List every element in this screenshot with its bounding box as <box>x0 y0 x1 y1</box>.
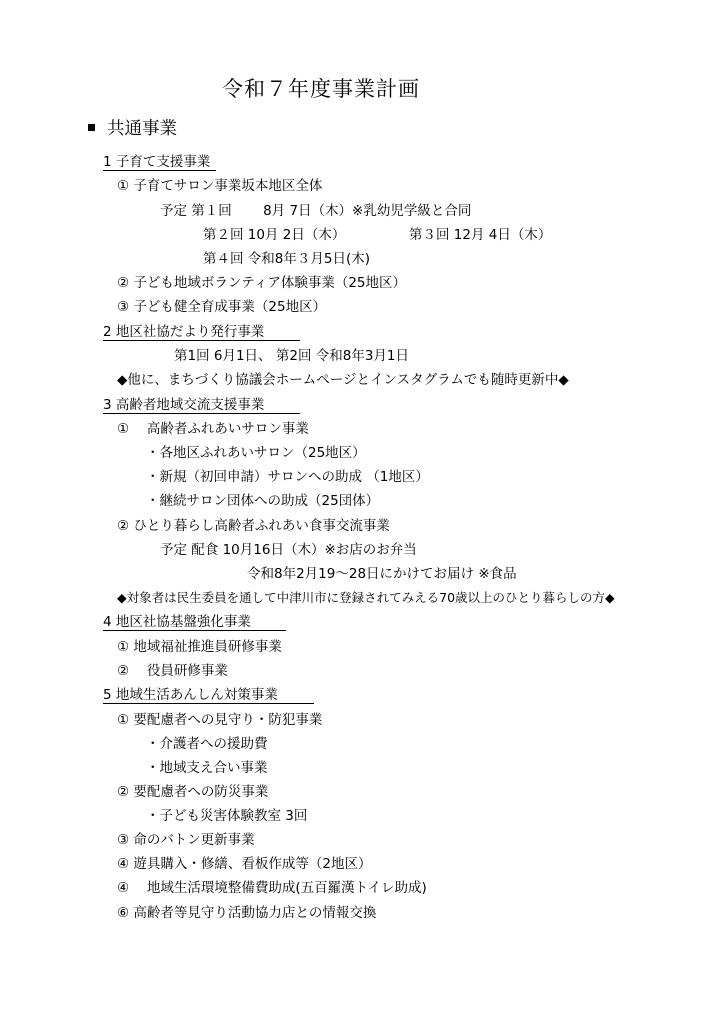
sub-item: ② ひとり暮らし高齢者ふれあい食事交流事業 <box>117 518 390 534</box>
section-heading <box>88 118 177 140</box>
note-line: ◆他に、まちづくり協議会ホームページとインスタグラムでも随時更新中◆ <box>117 372 569 388</box>
sub-item: ③ 命のバトン更新事業 <box>117 832 255 848</box>
sub-item: ④ 地域生活環境整備費助成(五百羅漢トイレ助成) <box>117 880 427 896</box>
item-heading-5: 5 地域生活あんしん対策事業 <box>103 687 278 703</box>
detail-line: ・各地区ふれあいサロン（25地区） <box>146 445 366 461</box>
item-heading-3-underline <box>103 413 300 414</box>
sub-item: ⑥ 高齢者等見守り活動協力店との情報交換 <box>117 905 377 921</box>
item-heading-2-underline <box>103 340 300 341</box>
square-bullet-icon <box>88 124 95 131</box>
sub-item: ③ 子ども健全育成事業（25地区） <box>117 299 327 315</box>
schedule-line: 第３回 12月 4日（木） <box>409 227 552 243</box>
detail-line: ・新規（初回申請）サロンへの助成 （1地区） <box>146 469 429 485</box>
detail-line: ・継続サロン団体への助成（25団体） <box>146 493 380 509</box>
sub-item: ④ 遊具購入・修繕、看板作成等（2地区） <box>117 856 372 872</box>
schedule-line: 令和8年2月19〜28日にかけてお届け ※食品 <box>247 566 517 582</box>
item-heading-4: 4 地区社協基盤強化事業 <box>103 614 251 630</box>
schedule-line: 予定 第１回 8月 7日（木）※乳幼児学級と合同 <box>160 203 472 219</box>
item-heading-5-underline <box>103 703 314 704</box>
sub-item: ① 地域福祉推進員研修事業 <box>117 639 282 655</box>
schedule-line: 第４回 令和8年３月5日(木) <box>203 251 371 267</box>
schedule-line: 第1回 6月1日、 第2回 令和8年3月1日 <box>174 348 409 364</box>
page-title: 令和７年度事業計画 <box>222 77 420 101</box>
sub-item: ① 要配慮者への見守り・防犯事業 <box>117 712 323 728</box>
item-heading-3: 3 高齢者地域交流支援事業 <box>103 397 265 413</box>
section-heading-label: 共通事業 <box>107 119 177 139</box>
detail-line: ・地域支え合い事業 <box>146 760 268 776</box>
detail-line: ・介護者への援助費 <box>146 736 268 752</box>
sub-item: ② 要配慮者への防災事業 <box>117 784 269 800</box>
sub-item: ② 役員研修事業 <box>117 663 228 679</box>
item-heading-1: 1 子育て支援事業 <box>103 154 211 170</box>
item-heading-2: 2 地区社協だより発行事業 <box>103 324 265 340</box>
detail-line: ・子ども災害体験教室 3回 <box>146 808 308 824</box>
note-line: ◆対象者は民生委員を通して中津川市に登録されてみえる70歳以上のひとり暮らしの方◆ <box>117 590 615 605</box>
item-heading-4-underline <box>103 630 286 631</box>
sub-item: ② 子ども地域ボランティア体験事業（25地区） <box>117 275 406 291</box>
schedule-line: 予定 配食 10月16日（木）※お店のお弁当 <box>160 542 417 558</box>
item-heading-1-underline <box>103 170 216 171</box>
sub-item: ① 高齢者ふれあいサロン事業 <box>117 421 309 437</box>
sub-item: ① 子育てサロン事業坂本地区全体 <box>117 178 323 194</box>
schedule-line: 第２回 10月 2日（木） <box>203 227 346 243</box>
